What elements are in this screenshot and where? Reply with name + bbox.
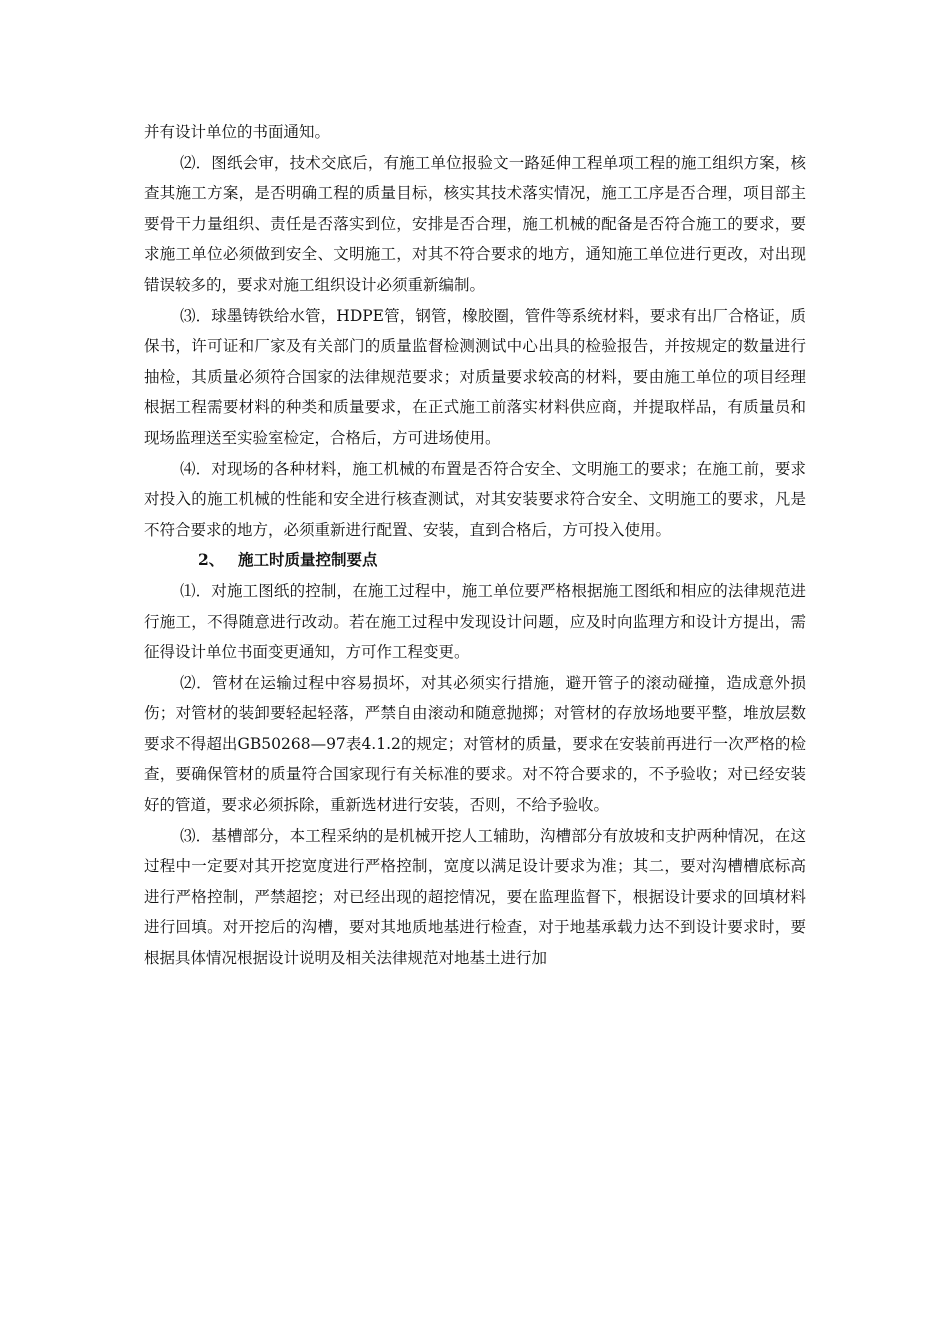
section-title: 施工时质量控制要点 xyxy=(238,550,378,570)
paragraph-continuation: 并有设计单位的书面通知。 xyxy=(144,123,331,141)
paragraph-item-2-pipe-handling: ⑵．管材在运输过程中容易损坏，对其必须实行措施，避开管子的滚动碰撞，造成意外损伤；对管材的装卸要轻起轻落，严禁自由滚动和随意抛掷；对管材的存放场地要平整，堆放层数要求不得超出GB50268—97表4.1.2的规定；对管材的质量，要求在安装前再进行一次严格的检查，要确保管材的质量符合国家现行有关标准的要求。对不符合要求的，不予验收；对已经安装好的管道，要求必须拆除，重新选材进行安装，否则，不给予验收。 xyxy=(144,673,806,815)
section-number: 2、 xyxy=(198,550,225,570)
section-heading xyxy=(144,545,806,576)
document-body xyxy=(144,117,806,974)
paragraph-item-3-trench: ⑶．基槽部分，本工程采纳的是机械开挖人工辅助，沟槽部分有放坡和支护两种情况，在这过程中一定要对其开挖宽度进行严格控制，宽度以满足设计要求为准；其二，要对沟槽槽底标高进行严格控制，严禁超挖；对已经出现的超挖情况，要在监理监督下，根据设计要求的回填材料进行回填。对开挖后的沟槽，要对其地质地基进行检查，对于地基承载力达不到设计要求时，要根据具体情况根据设计说明及相关法律规范对地基土进行加 xyxy=(144,826,806,968)
paragraph-item-3-materials: ⑶．球墨铸铁给水管，HDPE管，钢管，橡胶圈，管件等系统材料，要求有出厂合格证，质保书，许可证和厂家及有关部门的质量监督检测测试中心出具的检验报告，并按规定的数量进行抽检，其质量必须符合国家的法律规范要求；对质量要求较高的材料，要由施工单位的项目经理根据工程需要材料的种类和质量要求，在正式施工前落实材料供应商，并提取样品，有质量员和现场监理送至实验室检定，合格后，方可进场使用。 xyxy=(144,306,806,447)
paragraph-item-2-drawing-review: ⑵．图纸会审，技术交底后，有施工单位报验文一路延伸工程单项工程的施工组织方案，核查其施工方案，是否明确工程的质量目标，核实其技术落实情况，施工工序是否合理，项目部主要骨干力量组织、责任是否落实到位，安排是否合理，施工机械的配备是否符合施工的要求，要求施工单位必须做到安全、文明施工，对其不符合要求的地方，通知施工单位进行更改，对出现错误较多的，要求对施工组织设计必须重新编制。 xyxy=(144,153,806,294)
paragraph-item-1-drawing-control: ⑴．对施工图纸的控制，在施工过程中，施工单位要严格根据施工图纸和相应的法律规范进行施工，不得随意进行改动。若在施工过程中发现设计问题，应及时向监理方和设计方提出，需征得设计单位书面变更通知，方可作工程变更。 xyxy=(144,581,806,662)
paragraph-item-4-site-layout: ⑷．对现场的各种材料，施工机械的布置是否符合安全、文明施工的要求；在施工前，要求对投入的施工机械的性能和安全进行核查测试，对其安装要求符合安全、文明施工的要求，凡是不符合要求的地方，必须重新进行配置、安装，直到合格后，方可投入使用。 xyxy=(144,459,806,539)
